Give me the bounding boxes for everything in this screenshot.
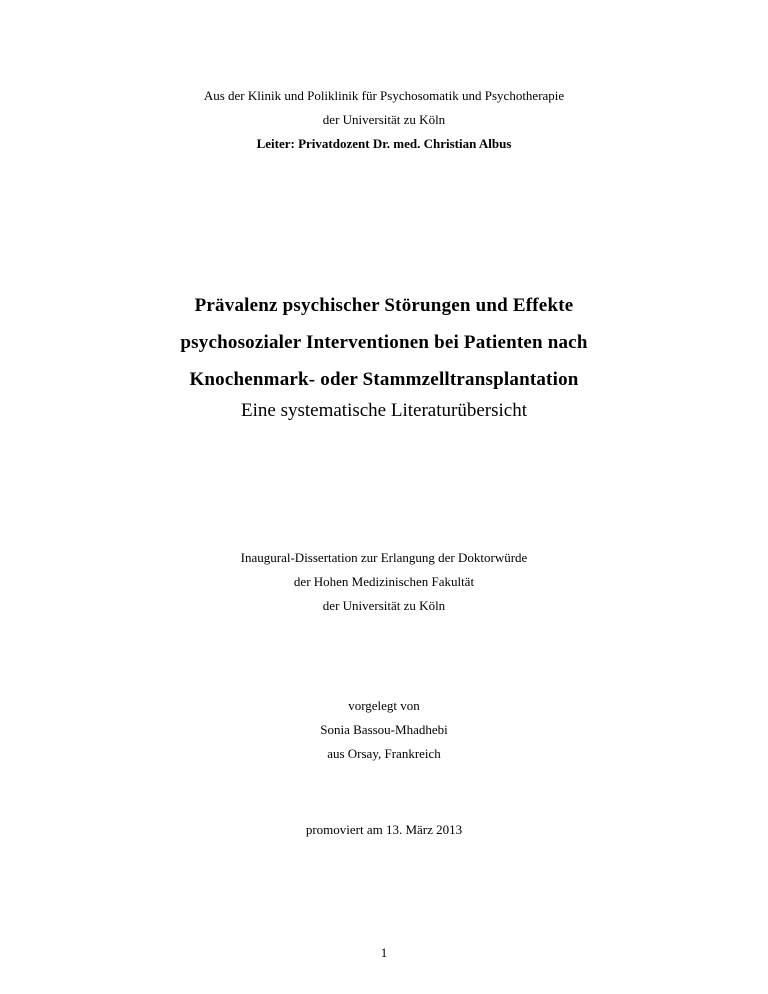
dissertation-line-1: Inaugural-Dissertation zur Erlangung der Doktorwürde bbox=[240, 550, 528, 565]
clinic-line: Aus der Klinik und Poliklinik für Psychosomatik und Psychotherapie bbox=[203, 88, 565, 103]
presented-by: vorgelegt von bbox=[348, 698, 420, 713]
title-line-1: Prävalenz psychischer Störungen und Effekte bbox=[194, 295, 574, 316]
page-number: 1 bbox=[380, 945, 388, 960]
dissertation-line-2: der Hohen Medizinischen Fakultät bbox=[293, 574, 475, 589]
author-name: Sonia Bassou-Mhadhebi bbox=[320, 722, 448, 737]
title-line-2: psychosozialer Interventionen bei Patienten nach bbox=[180, 332, 588, 353]
head-line: Leiter: Privatdozent Dr. med. Christian Albus bbox=[256, 136, 512, 151]
author-origin: aus Orsay, Frankreich bbox=[327, 746, 441, 761]
title-line-3: Knochenmark- oder Stammzelltransplantation bbox=[189, 369, 579, 390]
subtitle: Eine systematische Literaturübersicht bbox=[241, 400, 527, 421]
university-line: der Universität zu Köln bbox=[322, 112, 446, 127]
dissertation-line-3: der Universität zu Köln bbox=[322, 598, 446, 613]
promotion-date: promoviert am 13. März 2013 bbox=[305, 822, 463, 837]
